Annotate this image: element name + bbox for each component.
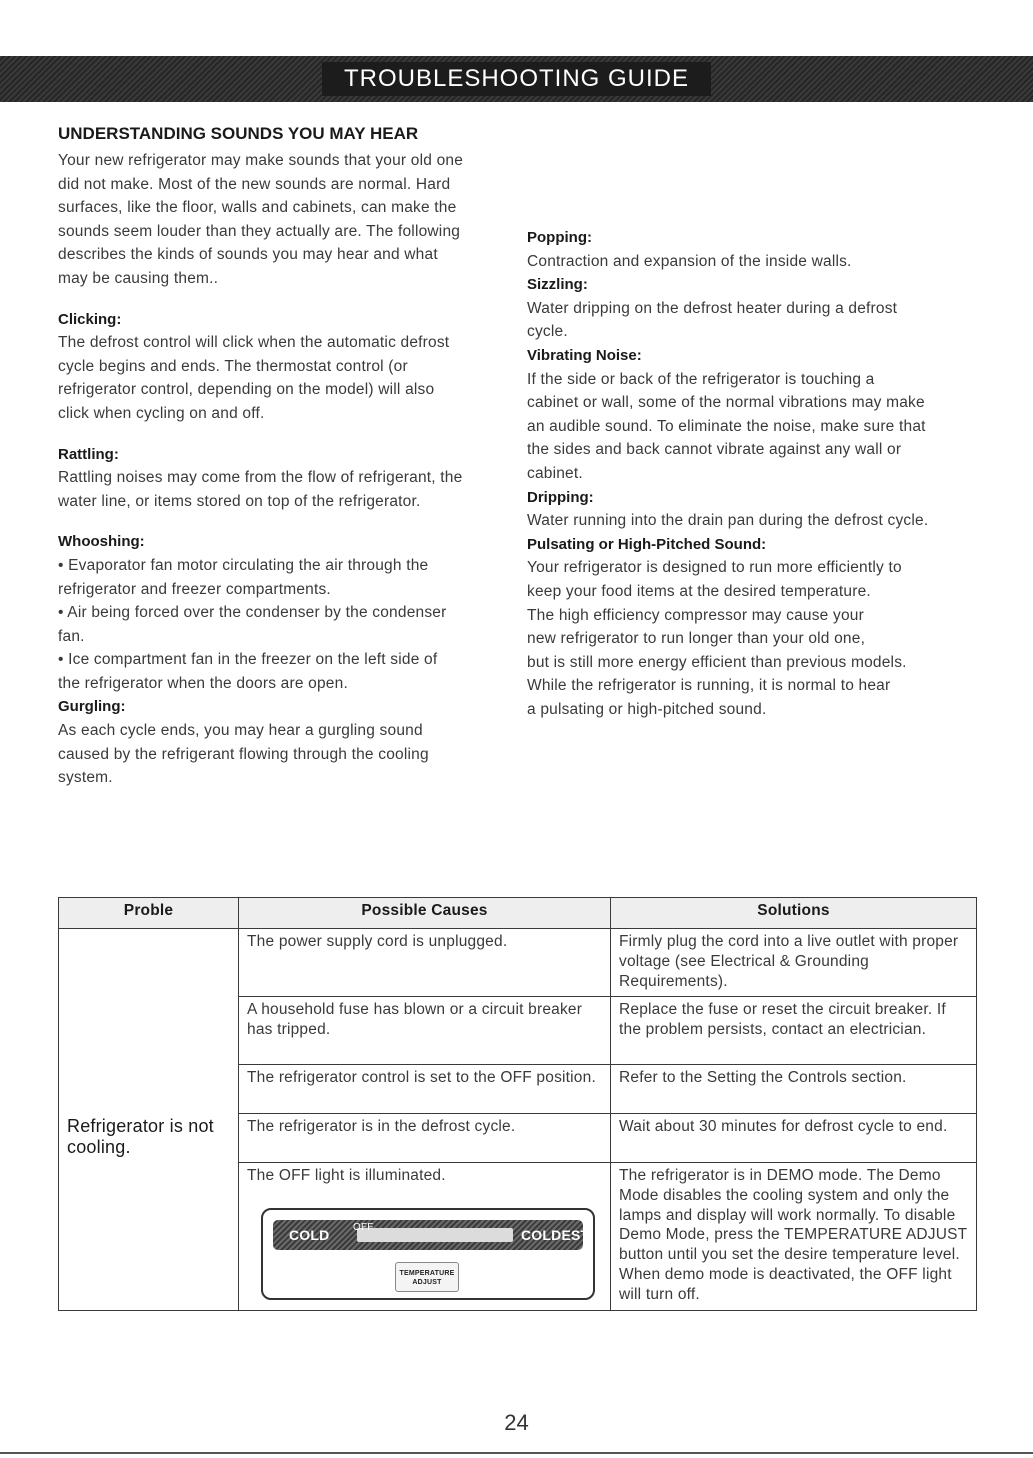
rattling-line: water line, or items stored on top of the refrigerator. (58, 492, 421, 510)
cause-cell-with-panel (239, 1163, 611, 1311)
sizzling-line: Water dripping on the defrost heater during a defrost (527, 299, 898, 317)
bottom-rule (0, 1452, 1033, 1454)
whooshing-line: fan. (58, 627, 85, 645)
pulsating-line: While the refrigerator is running, it is normal to hear (527, 677, 891, 695)
gurgling-line: caused by the refrigerant flowing through the cooling (58, 745, 429, 763)
intro-line: did not make. Most of the new sounds are normal. Hard (58, 175, 451, 193)
popping-line: Contraction and expansion of the inside walls. (527, 252, 852, 270)
clicking-title: Clicking: (58, 310, 122, 328)
vibrating-line: cabinet or wall, some of the normal vibrations may make (527, 394, 925, 412)
dripping-title: Dripping: (527, 488, 594, 506)
cause-cell: A household fuse has blown or a circuit breaker has tripped. (239, 997, 611, 1065)
pulsating-line: Your refrigerator is designed to run more efficiently to (527, 559, 902, 577)
button-label-line: TEMPERATURE (399, 1269, 455, 1277)
whooshing-line: refrigerator and freezer compartments. (58, 580, 331, 598)
intro-line: may be causing them.. (58, 269, 219, 287)
sizzling-line: cycle. (527, 323, 568, 341)
cause-cell: The power supply cord is unplugged. (239, 929, 611, 997)
off-label: OFF (353, 1221, 374, 1233)
intro-line: surfaces, like the floor, walls and cabinets, can make the (58, 199, 457, 217)
cause-cell: The refrigerator control is set to the OFF position. (239, 1065, 611, 1114)
solution-cell: Firmly plug the cord into a live outlet with proper voltage (see Electrical & Grounding Requirements). (611, 929, 977, 997)
rattling-title: Rattling: (58, 445, 119, 463)
vibrating-line: If the side or back of the refrigerator is touching a (527, 370, 875, 388)
cause-text: The OFF light is illuminated. (247, 1167, 446, 1184)
pulsating-line: new refrigerator to run longer than your old one, (527, 630, 866, 648)
temperature-adjust-button (395, 1262, 459, 1292)
section-heading: UNDERSTANDING SOUNDS YOU MAY HEAR (58, 124, 419, 143)
pulsating-line: keep your food items at the desired temperature. (527, 582, 871, 600)
page-number: 24 (504, 1410, 529, 1435)
pulsating-line: but is still more energy efficient than previous models. (527, 653, 907, 671)
vibrating-title: Vibrating Noise: (527, 346, 642, 364)
whooshing-line: • Air being forced over the condenser by the condenser (58, 604, 447, 622)
solution-cell: Replace the fuse or reset the circuit breaker. If the problem persists, contact an electrician. (611, 997, 977, 1065)
button-label-line: ADJUST (412, 1278, 442, 1286)
pulsating-line: The high efficiency compressor may cause your (527, 606, 864, 624)
table-row (59, 929, 977, 997)
dripping-line: Water running into the drain pan during the defrost cycle. (527, 512, 929, 530)
temperature-bar (273, 1220, 590, 1250)
cold-label: COLD (289, 1226, 330, 1243)
vibrating-line: the sides and back cannot vibrate against any wall or (527, 441, 902, 459)
intro-line: Your new refrigerator may make sounds that your old one (58, 152, 464, 169)
header-causes: Possible Causes (239, 898, 611, 929)
header-banner (0, 56, 1033, 102)
troubleshooting-table (58, 897, 977, 1311)
solution-cell: Refer to the Setting the Controls section. (611, 1065, 977, 1114)
sounds-right-column (527, 226, 987, 721)
control-panel-illustration (261, 1208, 595, 1300)
table-header-row (59, 898, 977, 929)
problem-cell: Refrigerator is not cooling. (59, 929, 239, 1311)
intro-line: sounds seem louder than they actually are. The following (58, 222, 461, 240)
rattling-line: Rattling noises may come from the flow of refrigerant, the (58, 469, 463, 487)
sounds-left-column (58, 122, 518, 790)
popping-title: Popping: (527, 229, 592, 246)
clicking-line: The defrost control will click when the automatic defrost (58, 334, 450, 352)
pulsating-line: a pulsating or high-pitched sound. (527, 700, 767, 718)
gurgling-line: system. (58, 769, 113, 787)
clicking-line: click when cycling on and off. (58, 404, 265, 422)
vibrating-line: cabinet. (527, 464, 583, 482)
header-problem: Proble (59, 898, 239, 929)
intro-line: describes the kinds of sounds you may hear and what (58, 246, 438, 264)
solution-cell: The refrigerator is in DEMO mode. The Demo Mode disables the cooling system and only the lamps and display will work normally. To disable Demo Mode, press the TEMPERATURE ADJUST button until you set the desire temperature level. When demo mode is deactivated, the OFF light will turn off. (611, 1163, 977, 1311)
vibrating-line: an audible sound. To eliminate the noise, make sure that (527, 417, 926, 435)
whooshing-line: the refrigerator when the doors are open. (58, 674, 348, 692)
solution-cell: Wait about 30 minutes for defrost cycle to end. (611, 1114, 977, 1163)
coldest-label: COLDEST (521, 1226, 590, 1243)
whooshing-line: • Evaporator fan motor circulating the air through the (58, 556, 429, 574)
clicking-line: cycle begins and ends. The thermostat control (or (58, 357, 408, 375)
temperature-track (357, 1228, 513, 1242)
pulsating-title: Pulsating or High-Pitched Sound: (527, 535, 767, 553)
header-solutions: Solutions (611, 898, 977, 929)
cause-cell: The refrigerator is in the defrost cycle. (239, 1114, 611, 1163)
sizzling-title: Sizzling: (527, 276, 588, 294)
whooshing-line: • Ice compartment fan in the freezer on the left side of (58, 651, 438, 669)
clicking-line: refrigerator control, depending on the model) will also (58, 381, 435, 399)
page-title: TROUBLESHOOTING GUIDE (322, 62, 711, 96)
whooshing-title: Whooshing: (58, 533, 145, 551)
gurgling-line: As each cycle ends, you may hear a gurgling sound (58, 722, 423, 740)
gurgling-title: Gurgling: (58, 698, 126, 716)
